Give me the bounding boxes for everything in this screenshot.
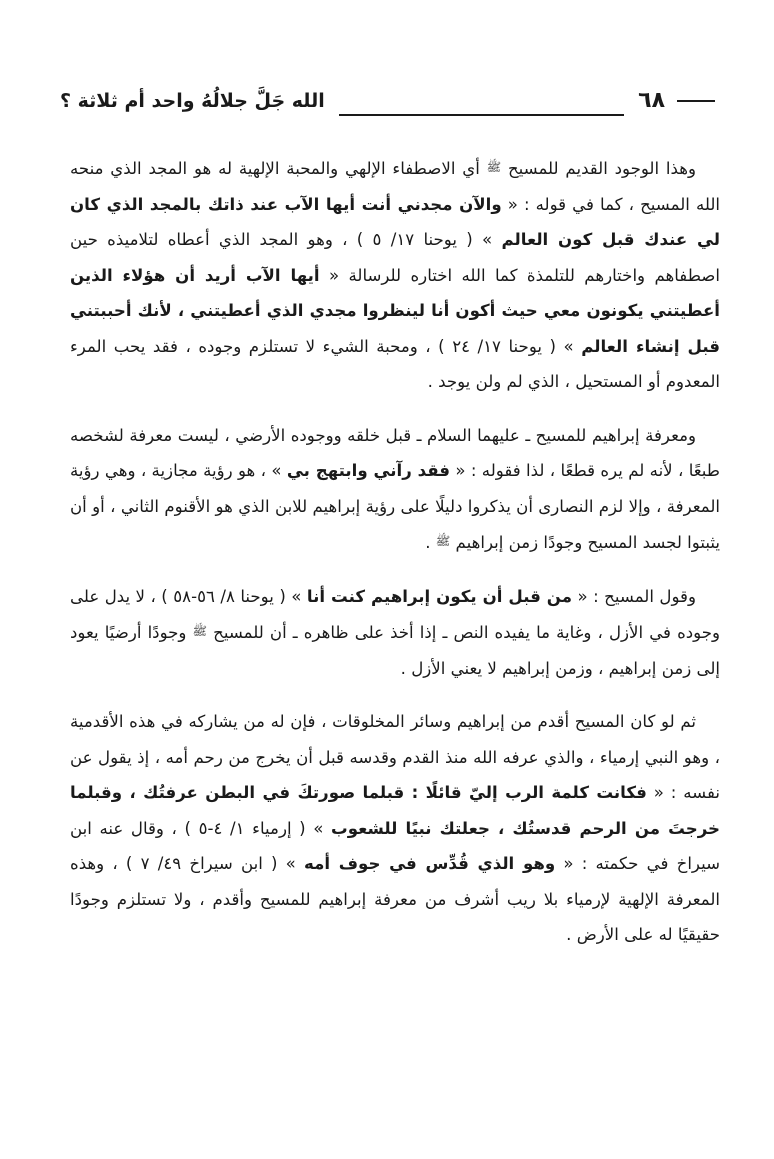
text-run: » ، هو رؤية مجازية ، وهي رؤية المعرفة ، وإلا لزم النصارى أن يذكروا دليلًا على رؤية إبراهيم للابن الذي هو الأقنوم الثاني ، أو أن يثبتوا لجسد المسيح وجودًا زمن إبراهيم: [70, 461, 720, 552]
text-run: وجودًا أرضيًا يعود إلى زمن إبراهيم ، وزمن إبراهيم لا يعني الأزل .: [70, 623, 720, 678]
text-run: ثم لو كان المسيح أقدم من إبراهيم وسائر المخلوقات ، فإن له من يشاركه في هذه الأقدمية ، وهو النبي إرمياء ، والذي عرفه الله منذ القدم وقدسه قبل أن يخرج من رحم أمه ، إذ يقول عن نفسه : «: [70, 712, 720, 802]
text-run: » ( يوحنا ٨/ ٥٦-٥٨ ) ، لا يدل على وجوده في الأزل ، وغاية ما يفيده النص ـ إذا أخذ على ظاهره ـ أن للمسيح: [70, 586, 720, 642]
text-run: .: [425, 533, 436, 552]
paragraph-4: [70, 704, 720, 953]
text-run: ومعرفة إبراهيم للمسيح ـ عليهما السلام ـ قبل خلقه ووجوده الأرضي ، ليست معرفة لشخصه طبعًا ، لأنه لم يره قطعًا ، لذا فقوله : «: [70, 425, 720, 480]
body-text: [70, 150, 720, 953]
scripture-quote: أيها الآب أريد أن هؤلاء الذين أعطيتني يكونون معي حيث أكون أنا لينظروا مجدي الذي أعطيتني ، لأنك أحببتني قبل إنشاء العالم: [70, 265, 720, 356]
page-number: [624, 86, 715, 116]
text-run: » ( إرمياء ١/ ٤-٥ ) ، وقال عنه ابن سيراخ في حكمته : «: [70, 818, 720, 873]
running-header: [60, 88, 715, 118]
text-run: » ( يوحنا ١٧/ ٢٤ ) ، ومحبة الشيء لا تستلزم وجوده ، فقد يحب المرء المعدوم أو المستحيل ، الذي لم ولن يوجد .: [70, 336, 720, 391]
scripture-quote: وهو الذي قُدِّس في جوف أمه: [304, 854, 556, 873]
text-run: » ( ابن سيراخ ٤٩/ ٧ ) ، وهذه المعرفة الإلهية لإرمياء بلا ريب أشرف من معرفة إبراهيم للمسيح وأقدم ، ولا تستلزم وجودًا حقيقيًا له على الأرض .: [70, 854, 720, 944]
scripture-quote: والآن مجدني أنت أيها الآب عند ذاتك بالمجد الذي كان لي عندك قبل كون العالم: [70, 194, 720, 249]
honorific-mark: ﷺ: [192, 624, 208, 638]
running-title: الله جَلَّ جلالُهُ واحد أم ثلاثة ؟: [60, 86, 339, 116]
text-run: » ( يوحنا ١٧/ ٥ ) ، وهو المجد الذي أعطاه لتلاميذه حين اصطفاهم واختارهم للتلمذة كما الله اختاره للرسالة «: [70, 230, 720, 285]
honorific-mark: ﷺ: [435, 534, 451, 548]
page-number-text: ٦٨: [638, 88, 665, 113]
paragraph-3: [70, 579, 720, 687]
paragraph-1: [70, 150, 720, 400]
text-run: وقول المسيح : «: [572, 586, 696, 606]
page-number-dash: [677, 100, 715, 102]
text-run: أي الاصطفاء الإلهي والمحبة الإلهية له هو المجد الذي منحه الله المسيح ، كما في قوله : «: [70, 159, 721, 214]
scripture-quote: فكانت كلمة الرب إليّ قائلًا : قبلما صورتكَ في البطن عرفتُك ، وقبلما خرجتَ من الرحم قدستُك ، جعلتك نبيًا للشعوب: [70, 783, 720, 838]
scripture-quote: فقد رآني وابتهج بي: [286, 461, 451, 480]
paragraph-2: [70, 418, 720, 561]
honorific-mark: ﷺ: [486, 160, 502, 174]
text-run: وهذا الوجود القديم للمسيح: [501, 159, 696, 178]
scripture-quote: من قبل أن يكون إبراهيم كنت أنا: [306, 586, 573, 606]
